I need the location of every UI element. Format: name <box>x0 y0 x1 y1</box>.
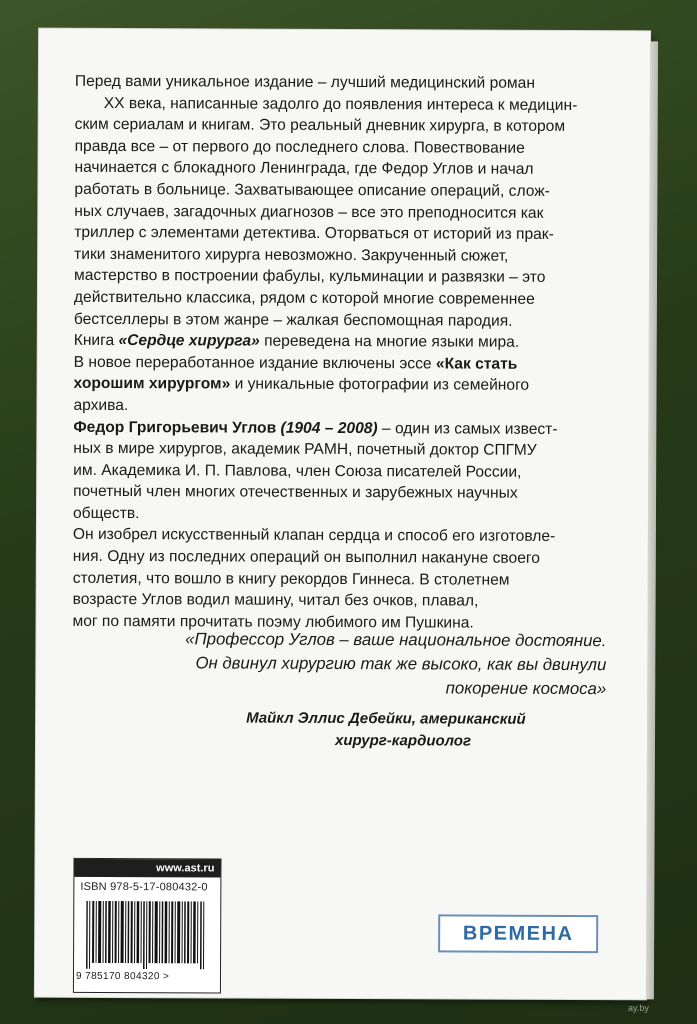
blurb-line: начинается с блокадного Ленинграда, где Федор Углов и начал <box>74 159 534 179</box>
blurb-line <box>74 373 634 397</box>
blurb-line: возрасте Углов водил машину, читал без очков, плавал, <box>72 591 479 610</box>
author-name: Федор Григорьевич Углов <box>73 418 277 437</box>
publisher-website: www.ast.ru <box>74 859 220 878</box>
testimonial-quote <box>102 627 606 701</box>
blurb-line: ния. Одну из последних операций он выполнил накануне своего <box>72 547 540 567</box>
essay-title: хорошим хирургом» <box>73 375 231 393</box>
author-years: (1904 – 2008) <box>276 419 378 437</box>
blurb-line: бестселлеры в этом жанре – жалкая беспомощная пародия. <box>73 310 513 330</box>
text-span: – один из самых извест- <box>377 419 558 438</box>
book-title: «Сердце хирурга» <box>118 332 260 350</box>
attribution-line: Майкл Эллис Дебейки, американский <box>246 709 526 728</box>
text-span: В новое переработанное издание включены эссе <box>73 353 436 373</box>
watermark: ay.by <box>628 1003 649 1013</box>
blurb-line <box>74 352 634 376</box>
blurb-line: работать в больнице. Захватывающее описание операций, слож- <box>74 180 550 200</box>
barcode-number: 9 785170 804320 > <box>75 970 170 983</box>
blurb-line <box>74 330 634 354</box>
attribution-line: хирург-кардиолог <box>334 731 472 750</box>
blurb-line: действительно классика, рядом с которой многие современнее <box>73 288 535 308</box>
barcode-icon <box>86 901 208 970</box>
book-back-cover <box>35 29 650 1000</box>
barcode-label <box>73 858 222 994</box>
blurb-line: мог по памяти прочитать поэму любимого им Пушкина. <box>72 612 474 632</box>
quote-line: «Профессор Углов – ваше национальное достояние. <box>185 629 607 651</box>
text-span: Книга <box>73 331 119 350</box>
blurb-line: XX века, написанные задолго до появления интереса к медицин- <box>103 94 578 114</box>
blurb-line: обществ. <box>72 504 140 522</box>
quote-line: Он двинул хирургию так же высоко, как вы двинули <box>195 653 607 675</box>
blurb-line: тики знаменитого хирурга невозможно. Закрученный сюжет, <box>74 245 509 265</box>
blurb-line: ных в мире хирургов, академик РАМН, почетный доктор СПГМУ <box>73 439 537 459</box>
blurb-line: им. Академика И. П. Павлова, член Союза писателей России, <box>73 461 522 481</box>
blurb-line: столетия, что вошло в книгу рекордов Гиннеса. В столетнем <box>72 569 510 589</box>
blurb-line: Перед вами уникальное издание – лучший медицинский роман <box>74 72 535 92</box>
blurb-line: Он изобрел искусственный клапан сердца и способ его изготовле- <box>72 526 556 546</box>
blurb-line: триллер с элементами детектива. Оторваться от историй из прак- <box>74 223 554 244</box>
quote-attribution <box>246 708 603 753</box>
blurb-line: правда все – от первого до последнего слова. Повествование <box>74 137 525 157</box>
blurb-line <box>73 416 633 440</box>
blurb-line: ных случаев, загадочных диагнозов – все это преподносится как <box>74 202 544 222</box>
quote-line: покорение космоса» <box>445 678 607 699</box>
text-span: переведена на многие языки мира. <box>259 332 520 351</box>
isbn-text: ISBN 978-5-17-080432-0 <box>80 880 208 894</box>
blurb-line: почетный член многих отечественных и зарубежных научных <box>73 483 518 503</box>
blurb-line: ским сериалам и книгам. Это реальный дневник хирурга, в котором <box>74 116 566 136</box>
blurb-line: архива. <box>73 396 129 414</box>
essay-title: «Как стать <box>435 355 518 373</box>
text-span: и уникальные фотографии из семейного <box>230 375 530 395</box>
cover-edge <box>646 41 658 999</box>
blurb-line: мастерство в построении фабулы, кульминации и развязки – это <box>74 267 546 287</box>
publisher-logo: ВРЕМЕНА <box>438 914 598 953</box>
blurb-text <box>72 71 634 635</box>
